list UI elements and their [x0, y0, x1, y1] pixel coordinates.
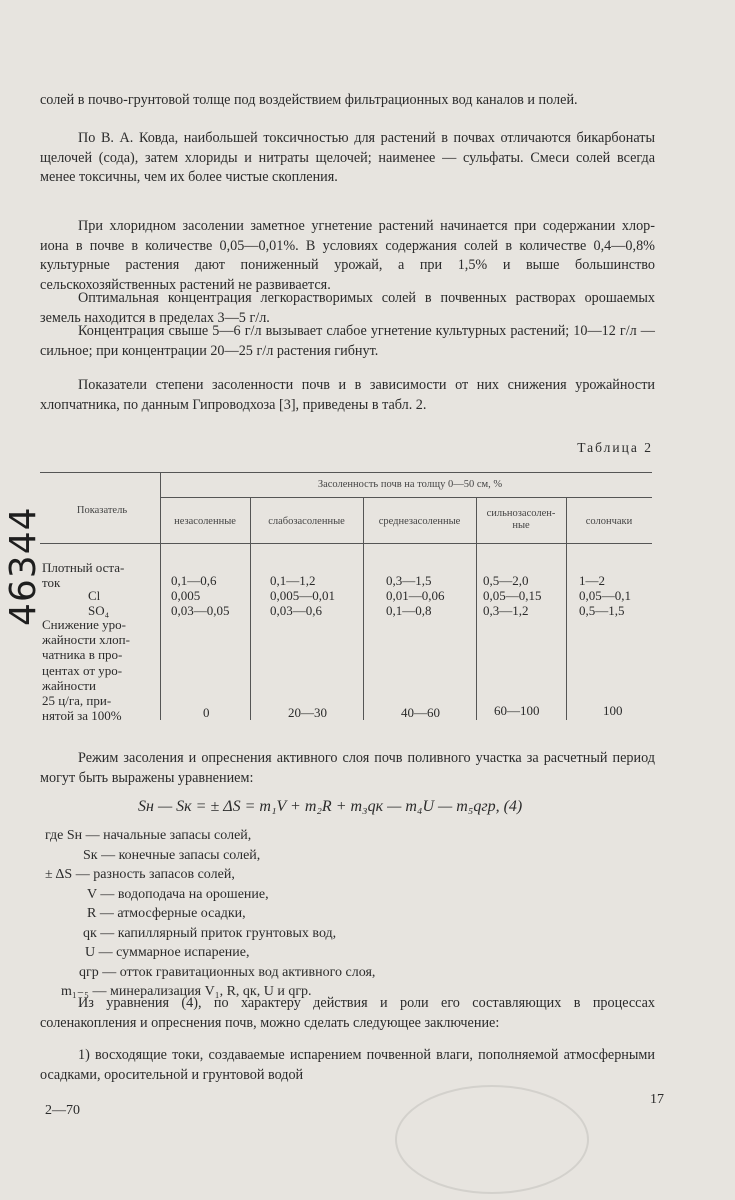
table-cell: 0,3—1,2 — [483, 603, 529, 618]
definition-item: Sк — конечные запасы солей, — [83, 847, 261, 863]
table-header-rule — [40, 543, 652, 544]
paragraph-conclusion: Из уравнения (4), по характеру действия и роли его составляющих в процессах соленакопления и опреснения почв, можно сделать следующее заключение: — [40, 995, 655, 1031]
table-header-column: сильнозасолен- ные — [486, 508, 556, 531]
paragraph-indicators: Показатели степени засоленности почв и в зависимости от них снижения урожайности хлопчатника, по данным Гипроводхоза [3], приведены в табл. 2. — [40, 377, 655, 413]
table-header-parameter: Показатель — [76, 505, 128, 516]
definition-item: V — водоподача на орошение, — [87, 886, 269, 902]
table-cell: 0,1—0,8 — [386, 603, 432, 618]
row-label-dry-residue: Плотный оста- ток — [42, 560, 125, 591]
table-cell: 1—2 — [579, 573, 605, 588]
faint-stamp-mark — [395, 1085, 589, 1194]
page-number: 17 — [650, 1092, 664, 1107]
table-cell: 0,5—2,0 — [483, 573, 529, 588]
table-cell: 60—100 — [494, 703, 540, 718]
table-header-column: слабозасоленные — [268, 516, 345, 527]
paragraph-intro: солей в почво-грунтовой толще под воздействием фильтрационных вод каналов и полей. — [40, 92, 578, 108]
table-cell: 0,05—0,1 — [579, 588, 631, 603]
table-header-group: Засоленность почв на толщу 0—50 см, % — [317, 479, 503, 490]
definition-item: qк — капиллярный приток грунтовых вод, — [83, 925, 337, 941]
table-header-column: солончаки — [585, 516, 633, 527]
definition-item: ± ΔS — разность запасов солей, — [45, 867, 235, 882]
paragraph-item-1: 1) восходящие токи, создаваемые испарением почвенной влаги, пополняемой атмосферными осадками, оросительной и грунтовой водой — [40, 1047, 655, 1083]
table-cell: 0,05—0,15 — [483, 588, 542, 603]
table-cell: 0,005—0,01 — [270, 588, 335, 603]
table-divider — [566, 497, 567, 720]
paragraph-concentration: Концентрация свыше 5—6 г/л вызывает слабое угнетение культурных растений; 10—12 г/л — сильное; при концентрации 20—25 г/л растения гибнут. — [40, 323, 655, 359]
row-label-chloride: Cl — [88, 588, 101, 603]
definition-item: qгр — отток гравитационных вод активного слоя, — [79, 964, 376, 980]
table-cell: 0,03—0,05 — [171, 603, 230, 618]
row-label-sulfate: SO₄ — [88, 603, 110, 618]
paragraph-chloride: При хлоридном засолении заметное угнетение растений начинается при содержании хлор-иона в почве в количестве 0,05—0,01%. В условиях содержания солей в количестве 0,4—0,8% культурные растения дают пониженный урожай, а при 1,5% и выше большинство сельскохозяйственных растений не развивается. — [40, 218, 655, 293]
table-cell: 0 — [203, 705, 210, 720]
definition-item: m₁₋₅ — минерализация V₁, R, qк, U и qгр. — [61, 984, 312, 999]
table-header-column: незасоленные — [174, 516, 236, 527]
table-cell: 0,03—0,6 — [270, 603, 322, 618]
paragraph-optimal: Оптимальная концентрация легкорастворимых солей в почвенных растворах орошаемых земель находится в пределах 3—5 г/л. — [40, 290, 655, 326]
table-cell: 0,01—0,06 — [386, 588, 445, 603]
printer-signature: 2—70 — [45, 1103, 80, 1118]
handwritten-inventory-number: 46344 — [3, 506, 44, 626]
table-cell: 0,005 — [171, 588, 201, 603]
definition-item: U — суммарное испарение, — [85, 945, 250, 960]
table-cell: 100 — [603, 703, 623, 718]
row-label-yield: Снижение уро- жайности хлоп- чатника в про- центах от уро- жайности 25 ц/га, при- нятой за 100% — [42, 617, 130, 724]
table-cell: 20—30 — [288, 705, 327, 720]
definition-item: R — атмосферные осадки, — [87, 906, 246, 921]
table-cell: 0,1—1,2 — [270, 573, 316, 588]
table-cell: 0,5—1,5 — [579, 603, 625, 618]
table-cell: 0,3—1,5 — [386, 573, 432, 588]
equation-4: Sн — Sк = ± ΔS = m₁V + m₂R + m₃qк — m₄U — m₅qгр, (4) — [138, 798, 523, 815]
definition-item: где Sн — начальные запасы солей, — [45, 828, 252, 843]
paragraph-regime: Режим засоления и опреснения активного слоя почв поливного участка за расчетный период могут быть выражены уравнением: — [40, 750, 655, 786]
definitions-list — [45, 826, 375, 1002]
table-cell: 40—60 — [401, 705, 440, 720]
table-group-rule — [160, 497, 652, 498]
table-cell: 0,1—0,6 — [171, 573, 217, 588]
table-caption: Таблица 2 — [577, 440, 653, 455]
table-header-column: среднезасоленные — [378, 516, 461, 527]
paragraph-kovda: По В. А. Ковда, наибольшей токсичностью для растений в почвах отличаются бикарбонаты щелочей (сода), затем хлориды и нитраты щелочей; наименее — сульфаты. Смеси солей всегда менее токсичны, чем их более чистые скопления. — [40, 130, 655, 186]
table-divider — [363, 497, 364, 720]
table-top-rule — [40, 472, 652, 473]
table-divider — [250, 497, 251, 720]
